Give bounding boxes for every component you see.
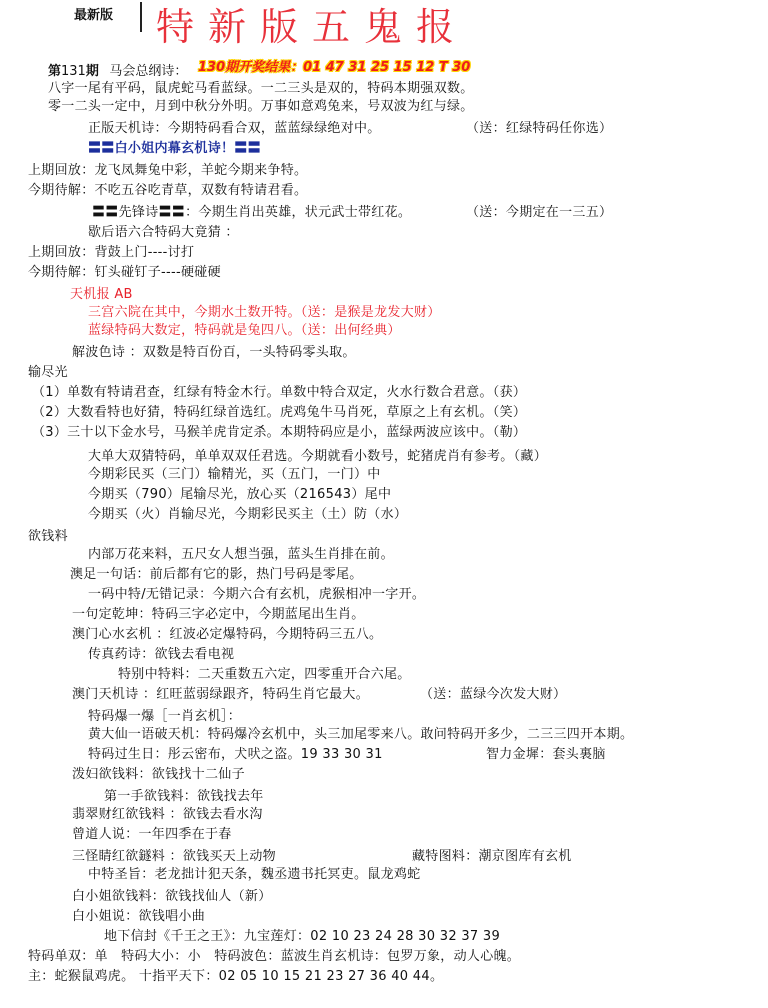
issue-suffix: 期 <box>85 64 99 79</box>
section-heading: 天机报 AB <box>70 287 133 302</box>
text-line: （2）大数看特也好猜，特码红绿首选红。虎鸡兔牛马肖死，草原之上有玄机。（笑） <box>32 405 527 420</box>
section-heading: 〓〓白小姐内幕玄机诗！〓〓 <box>88 141 261 156</box>
issue-line <box>48 60 187 79</box>
text-line: 今期买（火）肖输尽光，今期彩民买主（土）防（水） <box>88 507 408 522</box>
edition-label: 最新版 <box>74 8 114 23</box>
text-line: （送：蓝绿今次发大财） <box>420 687 567 702</box>
text-line: 澳门天机诗 ：红旺蓝弱绿跟齐，特码生肖它最大。 <box>72 687 370 702</box>
text-line: 传真药诗：欲钱去看电视 <box>88 647 235 662</box>
text-line: 三怪睛红欲鐩料 ：欲钱买天上动物 <box>72 849 276 864</box>
text-line: 上期回放：龙飞凤舞兔中彩，羊蛇今期来争特。 <box>28 163 308 178</box>
text-line: 智力金墀：套头裏脑 <box>486 747 606 762</box>
issue-label: 第 <box>48 64 62 79</box>
text-line: 中特圣旨：老龙拙计犯天条，魏丞遗书托冥吏。鼠龙鸡蛇 <box>88 867 421 882</box>
text-line: 第一手欲钱料：欲钱找去年 <box>104 789 264 804</box>
text-line: 泼妇欲钱料：欲钱找十二仙子 <box>72 767 245 782</box>
text-line: 特别中特料：二天重数五六定，四零重开合六尾。 <box>118 667 411 682</box>
section-heading: 欲钱料 <box>28 529 68 544</box>
text-line: 黄大仙一语破天机：特码爆冷玄机中，头三加尾零来八。敢问特码开多少，二三三四开本期。 <box>88 727 634 742</box>
text-line: 八字一尾有平码，鼠虎蛇马看蓝绿。一二三头是双的，特码本期强双数。 <box>48 81 474 96</box>
text-line: 澳足一句话：前后都有它的影，热门号码是零尾。 <box>70 567 363 582</box>
draw-result: 130期开奖结果：01 47 31 25 15 12 T 30 <box>198 60 471 75</box>
text-line: 大单大双猜特码，单单双双任君选。今期就看小数号，蛇猪虎肖有参考。（藏） <box>88 449 548 464</box>
text-line: 今期待解：钉头碰钉子----硬碰硬 <box>28 265 221 280</box>
header-divider <box>140 2 142 32</box>
text-line: （送：今期定在一三五） <box>466 205 613 220</box>
text-line: 上期回放：背鼓上门----讨打 <box>28 245 195 260</box>
text-line: 今期买（790）尾输尽光，放心买（216543）尾中 <box>88 487 392 502</box>
text-line: 白小姐欲钱料：欲钱找仙人（新） <box>72 889 272 904</box>
text-line: 〓〓先锋诗〓〓：今期生肖出英雄，状元武士带红花。 <box>92 205 412 220</box>
text-line: 解波色诗 ：双数是特百份百，一头特码零头取。 <box>72 345 356 360</box>
text-line: 藏特图料：潮京图库有玄机 <box>412 849 572 864</box>
text-line: （3）三十以下金水号，马猴羊虎肯定杀。本期特码应是小，蓝绿两波应该中。（勒） <box>32 425 527 440</box>
text-line: 今期彩民买（三门）输精光，买（五门，一门）中 <box>88 467 381 482</box>
text-line: 特码单双：单 特码大小：小 特码波色：蓝波生肖玄机诗：包罗万象，动人心魄。 <box>28 949 521 964</box>
text-line: 曾道人说：一年四季在于春 <box>72 827 232 842</box>
text-line: 今期待解：不吃五谷吃青草，双数有特请君看。 <box>28 183 308 198</box>
text-line: 正版天机诗：今期特码看合双，蓝蓝绿绿绝对中。 <box>88 121 381 136</box>
text-line: 零一二头一定中，月到中秋分外明。万事如意鸡兔来，号双波为红与绿。 <box>48 99 474 114</box>
text-line: （送：红绿特码任你选） <box>466 121 613 136</box>
text-line: 特码过生日：彤云密布，犬吠之盗。19 33 30 31 <box>88 747 383 762</box>
text-line: （1）单数有特请君查，红绿有特金木行。单数中特合双定，火水行数合君意。（获） <box>32 385 527 400</box>
page-title: 特新版五鬼报 <box>156 5 469 49</box>
text-line: 歇后语六合特码大竟猜 ： <box>88 225 239 240</box>
text-line: 地下信封《千王之王》：九宝莲灯：02 10 23 24 28 30 32 37 39 <box>104 929 501 944</box>
text-line: 蓝绿特码大数定，特码就是兔四八。（送：出何经典） <box>88 323 401 338</box>
text-line: 翡翠财红欲钱料 ：欲钱去看水沟 <box>72 807 263 822</box>
text-line: 白小姐说：欲钱唱小曲 <box>72 909 206 924</box>
poem-label: 马会总纲诗： <box>109 64 188 79</box>
text-line: 特码爆一爆［一肖玄机］： <box>88 709 242 724</box>
issue-number: 131 <box>61 64 86 79</box>
text-line: 一句定乾坤：特码三字必定中，今期蓝尾出生肖。 <box>72 607 365 622</box>
text-line: 一码中特/无错记录：今期六合有玄机，虎猴相冲一字开。 <box>88 587 426 602</box>
text-line: 澳门心水玄机 ：红波必定爆特码，今期特码三五八。 <box>72 627 383 642</box>
text-line: 内部万花来料，五尺女人想当强，蓝头生肖排在前。 <box>88 547 394 562</box>
section-heading: 输尽光 <box>28 365 68 380</box>
text-line: 主：蛇猴鼠鸡虎。 十指平天下：02 05 10 15 21 23 27 36 40 44。 <box>28 969 444 984</box>
text-line: 三宫六院在其中，今期水土数开特。（送：是猴是龙发大财） <box>88 305 441 320</box>
